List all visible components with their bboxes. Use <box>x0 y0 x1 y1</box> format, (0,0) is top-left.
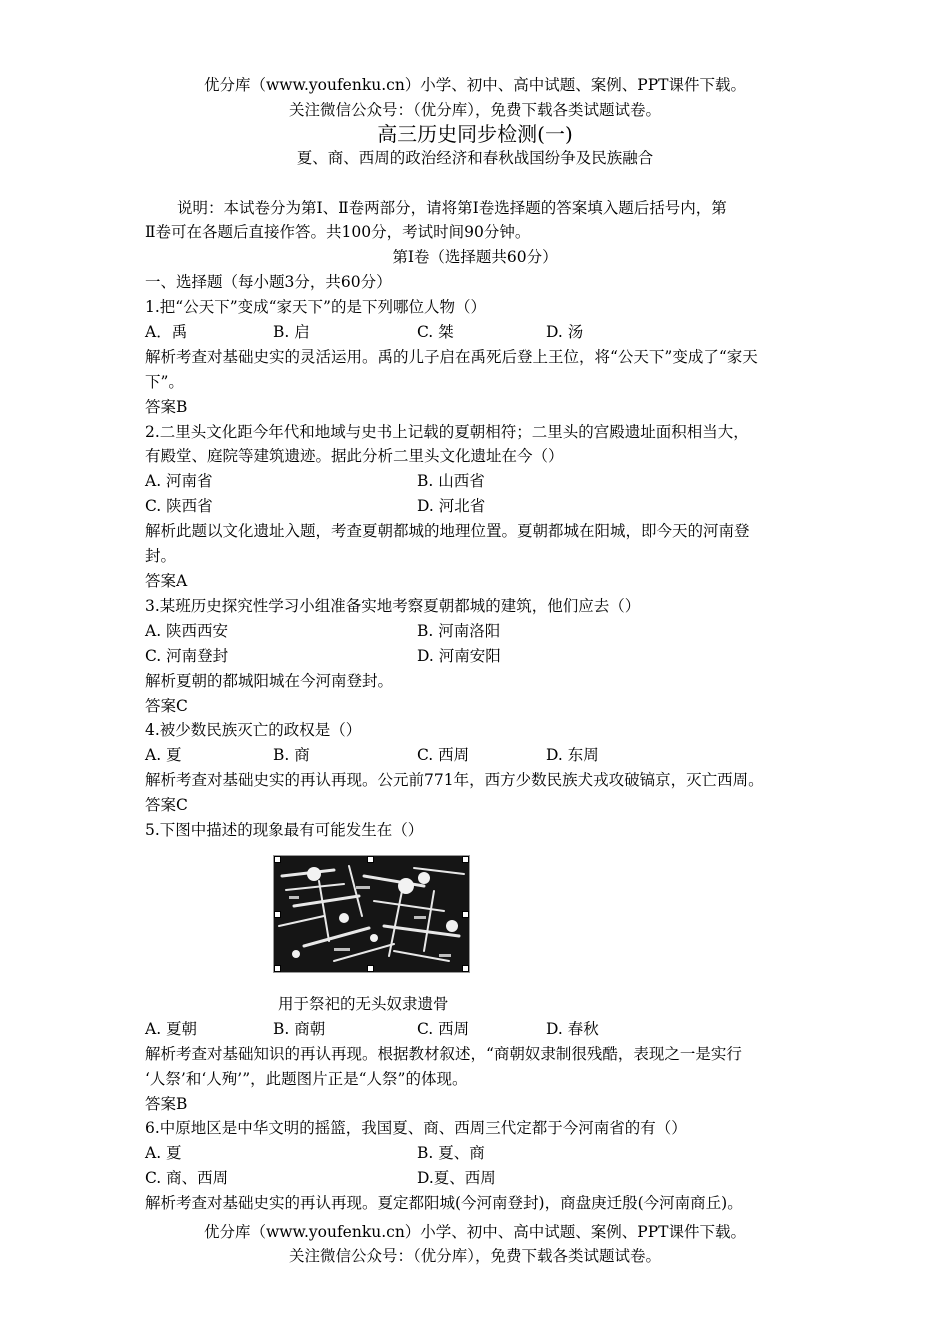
q4-answer: 答案C <box>145 796 188 814</box>
q2-option-b: B. 山西省 <box>417 472 485 490</box>
selection-handle <box>462 856 469 863</box>
page-title: 高三历史同步检测(一) <box>377 122 573 146</box>
q2-option-c: C. 陕西省 <box>145 497 213 515</box>
header-line-2: 关注微信公众号：（优分库），免费下载各类试题试卷。 <box>288 101 661 119</box>
q2-analysis-2: 封。 <box>145 547 177 565</box>
q6-option-c: C. 商、西周 <box>145 1169 229 1187</box>
q5-stem: 5.下图中描述的现象最有可能发生在（） <box>145 821 424 839</box>
footer-line-2: 关注微信公众号：（优分库），免费下载各类试题试卷。 <box>288 1247 661 1265</box>
skeleton-remains-picture <box>274 856 469 972</box>
q2-option-a: A. 河南省 <box>145 472 213 490</box>
q3-option-b: B. 河南洛阳 <box>417 622 501 640</box>
part-title: 一、选择题（每小题3分，共60分） <box>145 273 392 291</box>
q3-analysis: 解析夏朝的都城阳城在今河南登封。 <box>145 672 394 690</box>
q2-option-d: D. 河北省 <box>417 497 486 515</box>
q5-image-caption: 用于祭祀的无头奴隶遗骨 <box>278 995 449 1013</box>
q2-analysis-1: 解析此题以文化遗址入题，考查夏朝都城的地理位置。夏朝都城在阳城，即今天的河南登 <box>145 522 750 540</box>
q4-option-a: A. 夏 <box>145 746 182 764</box>
q5-analysis-2: ‘人祭’和‘人殉’”，此题图片正是“人祭”的体现。 <box>145 1070 468 1088</box>
q1-option-a: A．禹 <box>145 323 188 341</box>
q2-answer: 答案A <box>145 572 188 590</box>
q3-answer: 答案C <box>145 697 188 715</box>
intro-line-1: 说明：本试卷分为第Ⅰ、Ⅱ卷两部分，请将第Ⅰ卷选择题的答案填入题后括号内，第 <box>177 199 727 217</box>
q3-option-d: D. 河南安阳 <box>417 647 501 665</box>
selection-handle <box>462 911 469 918</box>
q5-analysis-1: 解析考查对基础知识的再认再现。根据教材叙述，“商朝奴隶制很残酷，表现之一是实行 <box>145 1045 742 1063</box>
q1-option-d: D. 汤 <box>546 323 584 341</box>
selection-handle <box>367 965 374 972</box>
q4-option-c: C. 西周 <box>417 746 470 764</box>
q4-option-b: B. 商 <box>273 746 310 764</box>
q5-option-b: B. 商朝 <box>273 1020 326 1038</box>
q1-option-c: C. 桀 <box>417 323 454 341</box>
skeleton-remains-image <box>273 855 470 973</box>
q4-option-d: D. 东周 <box>546 746 599 764</box>
selection-handle <box>274 856 281 863</box>
section-title: 第Ⅰ卷（选择题共60分） <box>392 248 558 266</box>
q2-stem-2: 有殿堂、庭院等建筑遗迹。据此分析二里头文化遗址在今（） <box>145 447 564 465</box>
selection-handle <box>274 911 281 918</box>
q5-option-d: D. 春秋 <box>546 1020 599 1038</box>
q3-option-a: A. 陕西西安 <box>145 622 229 640</box>
q6-option-b: B. 夏、商 <box>417 1144 485 1162</box>
header-line-1: 优分库（www.youfenku.cn）小学、初中、高中试题、案例、PPT课件下载。 <box>203 76 747 94</box>
q3-option-c: C. 河南登封 <box>145 647 229 665</box>
selection-handle <box>274 965 281 972</box>
page-subtitle: 夏、商、西周的政治经济和春秋战国纷争及民族融合 <box>296 149 654 167</box>
q6-analysis: 解析考查对基础史实的再认再现。夏定都阳城(今河南登封)，商盘庚迁殷(今河南商丘)。 <box>145 1194 743 1212</box>
q1-analysis-1: 解析考查对基础史实的灵活运用。禹的儿子启在禹死后登上王位，将“公天下”变成了“家天 <box>145 348 758 366</box>
q3-stem: 3.某班历史探究性学习小组准备实地考察夏朝都城的建筑，他们应去（） <box>145 597 641 615</box>
q6-option-d: D.夏、西周 <box>417 1169 496 1187</box>
q6-option-a: A. 夏 <box>145 1144 182 1162</box>
q5-option-a: A. 夏朝 <box>145 1020 198 1038</box>
q6-stem: 6.中原地区是中华文明的摇篮，我国夏、商、西周三代定都于今河南省的有（） <box>145 1119 687 1137</box>
q4-analysis: 解析考查对基础史实的再认再现。公元前771年，西方少数民族犬戎攻破镐京，灭亡西周。 <box>145 771 764 789</box>
intro-line-2: Ⅱ卷可在各题后直接作答。共100分，考试时间90分钟。 <box>145 223 531 241</box>
q5-option-c: C. 西周 <box>417 1020 470 1038</box>
q1-answer: 答案B <box>145 398 188 416</box>
q5-answer: 答案B <box>145 1095 188 1113</box>
selection-handle <box>367 856 374 863</box>
footer-line-1: 优分库（www.youfenku.cn）小学、初中、高中试题、案例、PPT课件下载。 <box>203 1223 747 1241</box>
selection-handle <box>462 965 469 972</box>
q1-option-b: B. 启 <box>273 323 310 341</box>
q4-stem: 4.被少数民族灭亡的政权是（） <box>145 721 362 739</box>
q1-analysis-2: 下”。 <box>145 373 184 391</box>
q2-stem-1: 2.二里头文化距今年代和地域与史书上记载的夏朝相符；二里头的宫殿遗址面积相当大， <box>145 423 749 441</box>
q1-stem: 1.把“公天下”变成“家天下”的是下列哪位人物（） <box>145 298 486 316</box>
